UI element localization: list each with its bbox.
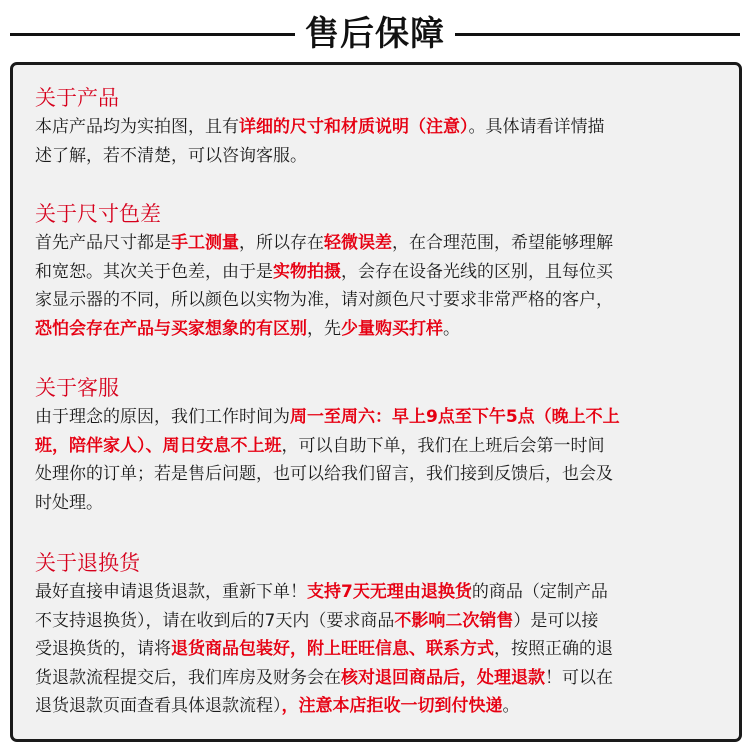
body-text: 。 — [502, 696, 520, 716]
body-line — [35, 692, 725, 721]
body-line — [35, 315, 725, 344]
body-line — [35, 664, 725, 693]
body-line — [35, 578, 725, 607]
body-text: 处理你的订单；若是售后问题，也可以给我们留言，我们接到反馈后，也会及 — [35, 464, 613, 484]
highlight-text: 手工测量 — [171, 233, 239, 253]
body-text: 。 — [443, 318, 460, 339]
section-body — [35, 578, 725, 721]
section-product — [35, 83, 725, 170]
body-text: 和宽恕。其次关于色差，由于是 — [35, 261, 273, 282]
body-text: 家显示器的不同，所以颜色以实物为准，请对颜色尺寸要求非常严格的客户， — [35, 290, 613, 310]
section-title: 关于尺寸色差 — [35, 202, 161, 226]
body-text: ！可以在 — [545, 667, 613, 688]
body-text: 货退款流程提交后，我们库房及财务会在 — [35, 667, 341, 688]
highlight-text: 少量购买打样 — [341, 318, 443, 339]
highlight-text: 支持7天无理由退换货 — [307, 582, 472, 602]
highlight-text: ，注意本店拒收一切到付快递 — [281, 696, 503, 716]
body-text: ）是可以接 — [513, 610, 599, 631]
body-line — [35, 258, 725, 287]
highlight-text: 恐怕会存在产品与买家想象的有区别 — [35, 318, 307, 339]
body-text: ，按照正确的退 — [494, 639, 613, 659]
body-text: 的商品（定制产品 — [471, 582, 608, 602]
body-text: 时处理。 — [35, 492, 103, 513]
body-text: ，会存在设备光线的区别，且每位买 — [341, 261, 613, 282]
body-text: 首先产品尺寸都是 — [35, 233, 171, 253]
section-customer-service — [35, 373, 725, 517]
body-line — [35, 432, 725, 461]
highlight-text: 实物拍摄 — [273, 261, 341, 282]
body-text: 不支持退换货），请在收到后的7天内（要求商品 — [35, 610, 395, 631]
highlight-text: 班，陪伴家人）、周日安息不上班 — [35, 435, 282, 456]
highlight-text: 详细的尺寸和材质说明（注意） — [239, 117, 469, 137]
body-text: 由于理念的原因，我们工作时间为 — [35, 407, 290, 427]
body-line — [35, 607, 725, 636]
section-body — [35, 113, 725, 170]
body-text: 退货退款页面查看具体退款流程） — [35, 696, 282, 716]
section-title: 关于客服 — [35, 376, 119, 400]
body-text: ，可以自助下单，我们在上班后会第一时间 — [281, 435, 605, 456]
section-returns — [35, 548, 725, 721]
body-line — [35, 142, 725, 171]
body-line — [35, 403, 725, 432]
section-body — [35, 403, 725, 517]
body-text: 。具体请看详情描 — [468, 117, 605, 137]
body-text: ，在合理范围，希望能够理解 — [392, 233, 613, 253]
body-line — [35, 113, 725, 142]
header-divider-left — [10, 33, 295, 36]
highlight-text: 不影响二次销售 — [394, 610, 514, 631]
body-text: 最好直接申请退货退款，重新下单！ — [35, 582, 307, 602]
body-text: 本店产品均为实拍图，且有 — [35, 117, 239, 137]
section-size-color — [35, 199, 725, 343]
after-sales-panel — [10, 62, 742, 742]
header-divider-right — [455, 33, 740, 36]
body-text: 述了解，若不清楚，可以咨询客服。 — [35, 145, 307, 166]
body-text: 受退换货的，请将 — [35, 639, 171, 659]
body-line — [35, 635, 725, 664]
highlight-text: 周一至周六：早上9点至下午5点（晚上不上 — [290, 407, 620, 427]
page-header — [0, 0, 750, 60]
highlight-text: 轻微误差 — [324, 233, 392, 253]
highlight-text: 核对退回商品后，处理退款 — [341, 667, 545, 688]
section-title: 关于产品 — [35, 86, 119, 110]
body-text: ，所以存在 — [239, 233, 324, 253]
body-line — [35, 489, 725, 518]
section-body — [35, 229, 725, 343]
section-title: 关于退换货 — [35, 551, 140, 575]
body-text: ，先 — [307, 318, 341, 339]
body-line — [35, 286, 725, 315]
body-line — [35, 229, 725, 258]
highlight-text: 退货商品包装好，附上旺旺信息、联系方式 — [171, 639, 494, 659]
body-line — [35, 460, 725, 489]
page-title: 售后保障 — [305, 14, 445, 54]
